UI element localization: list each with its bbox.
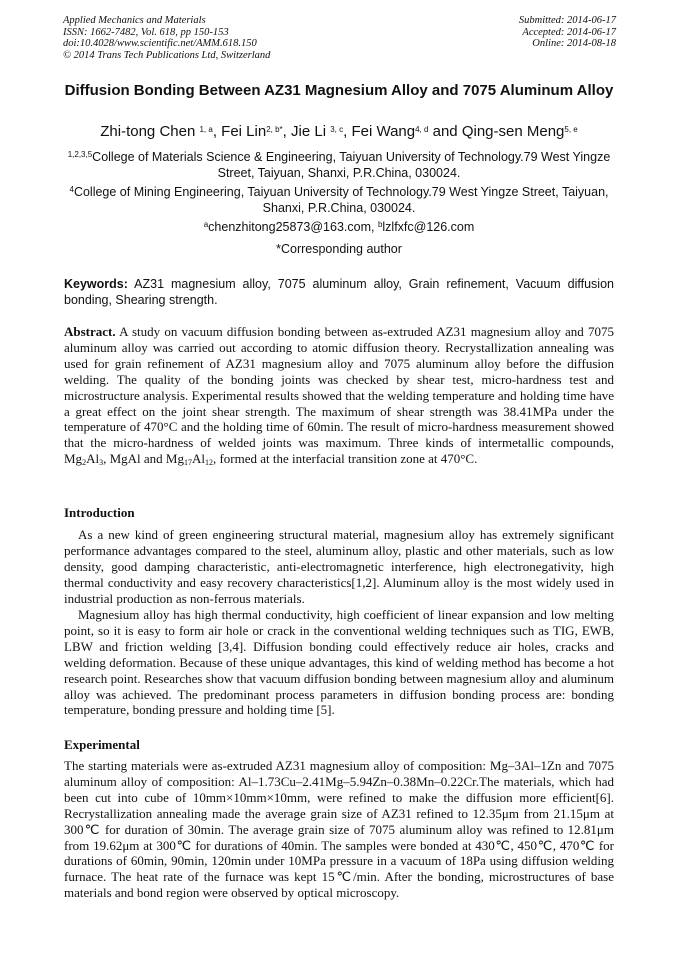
- email-link[interactable]: chenzhitong25873@163.com: [208, 220, 371, 234]
- issn: ISSN: 1662-7482, Vol. 618, pp 150-153: [63, 26, 229, 38]
- author-marker: 3, c: [330, 125, 344, 134]
- abstract-text: , formed at the interfacial transition zone at 470°C.: [212, 451, 478, 467]
- author-marker: 5, e: [564, 125, 578, 134]
- author-marker: 4, d: [415, 125, 429, 134]
- formula-part: Mg: [64, 451, 83, 467]
- formula-part: Al: [86, 451, 100, 467]
- affiliation-marker: 1,2,3,5: [67, 150, 93, 159]
- author-name: Zhi-tong Chen: [100, 123, 196, 140]
- keywords-text: AZ31 magnesium alloy, 7075 aluminum alloy, Grain refinement, Vacuum diffusion bonding, Shearing strength.: [64, 277, 614, 307]
- author-separator: ,: [212, 123, 222, 140]
- abstract-label: Abstract.: [64, 324, 116, 339]
- author-name: Fei Wang: [351, 123, 416, 140]
- author-separator: ,: [343, 123, 352, 140]
- introduction-heading: Introduction: [64, 505, 135, 520]
- doi: doi:10.4028/www.scientific.net/AMM.618.150: [63, 38, 257, 49]
- affiliation-1: [60, 149, 618, 181]
- submitted-date: Submitted: 2014-06-17: [518, 15, 616, 26]
- abstract-text: , MgAl and: [103, 451, 166, 467]
- formula-subscript: 3: [99, 458, 104, 468]
- formula-subscript: 17: [183, 458, 192, 468]
- author-emails: [60, 219, 618, 235]
- introduction-paragraph-2: Magnesium alloy has high thermal conductivity, high coefficient of linear expansion and low melting point, so it is easy to form air hole or crack in the conventional welding techniques such as TIG, EWB, LBW and friction welding [3,4]. Diffusion bonding could effectively reduce air holes, cracks and welding deformation. Because of these unique advantages, this kind of welding method has become a hot research point. Researches show that vacuum diffusion bonding between magnesium alloy and aluminum alloy was achieved. The predominant process parameters in diffusion bonding process are: bonding temperature, bonding pressure and holding time [5].: [64, 607, 614, 718]
- author-name: Fei Lin: [221, 123, 267, 140]
- keywords-label: Keywords:: [64, 277, 128, 291]
- affiliation-text: College of Mining Engineering, Taiyuan University of Technology.79 West Yingze Street, Taiyuan, Shanxi, P.R.China, 030024.: [73, 185, 609, 215]
- experimental-heading: Experimental: [64, 737, 140, 752]
- author-marker: 1, a: [199, 125, 213, 134]
- affiliation-text: College of Materials Science & Engineering, Taiyuan University of Technology.79 West Yingze Street, Taiyuan, Shanxi, P.R.China, 030024.: [92, 150, 611, 180]
- keywords: [64, 276, 614, 308]
- author-name: Qing-sen Meng: [461, 123, 565, 140]
- author-separator: and: [428, 123, 462, 140]
- journal-info: [63, 15, 270, 61]
- publication-dates: [519, 15, 616, 50]
- abstract: [64, 324, 614, 469]
- formula-subscript: 12: [204, 458, 213, 468]
- author-marker: 2, b*: [266, 125, 283, 134]
- accepted-date: Accepted: 2014-06-17: [522, 26, 616, 38]
- paper-title: Diffusion Bonding Between AZ31 Magnesium Alloy and 7075 Aluminum Alloy: [64, 82, 614, 99]
- author-separator: ,: [282, 123, 292, 140]
- copyright: © 2014 Trans Tech Publications Ltd, Switzerland: [63, 49, 271, 61]
- online-date: Online: 2014-08-18: [532, 38, 616, 49]
- formula-part: Al: [191, 451, 205, 467]
- author-list: [40, 122, 638, 142]
- formula-subscript: 2: [82, 458, 87, 468]
- author-name: Jie Li: [291, 123, 327, 140]
- email-marker: a: [203, 220, 209, 229]
- affiliation-marker: 4: [69, 185, 74, 194]
- journal-name: Applied Mechanics and Materials: [63, 15, 206, 26]
- formula-part: Mg: [165, 451, 184, 467]
- email-separator: ,: [370, 220, 378, 234]
- email-marker: b: [377, 220, 383, 229]
- experimental-paragraph-1: The starting materials were as-extruded AZ31 magnesium alloy of composition: Mg–3Al–1Zn and 7075 aluminum alloy of composition: Al–1.73Cu–2.41Mg–5.94Zn–0.38Mn–0.22Cr.The materials, which had been cut into cube of 10mm×10mm×10mm, were refined to make the diffusion more efficient[6]. Recrystallization annealing made the average grain size of AZ31 refined to 12.35μm from 21.15μm at 300℃ for duration of 30min. The average grain size of 7075 aluminum alloy was refined to 12.81μm from 19.62μm at 300℃ for durations of 40min. The samples were bonded at 430℃, 450℃, 470℃ for durations of 60min, 90min, 120min under 10MPa pressure in a vacuum of 18Pa using diffusion welding furnace. The heat rate of the furnace was kept 15℃/min. After the bonding, microstructures of base materials and bond region were observed by optical microscopy.: [64, 758, 614, 901]
- affiliation-2: [60, 184, 618, 216]
- abstract-text: A study on vacuum diffusion bonding between as-extruded AZ31 magnesium alloy and 7075 aluminum alloy was carried out according to atomic diffusion theory. Recrystallization annealing was used for grain refinement of AZ31 magnesium alloy and 7075 aluminum alloy before the diffusion welding. The quality of the bonding joints was checked by shear test, micro-hardness test and microstructure analysis. Experimental results showed that the welding temperature and holding time have a great effect on the joint shear strength. The maximum of shear strength was 38.41MPa under the temperature of 470°C and the holding time of 60min. The result of micro-hardness measurement showed that the micro-hardness of welded joints was maximum. Three kinds of intermetallic compounds,: [64, 324, 614, 451]
- email-link[interactable]: lzlfxfc@126.com: [382, 220, 475, 234]
- introduction-paragraph-1: As a new kind of green engineering structural material, magnesium alloy has extremely significant performance advantages compared to the steel, aluminum alloy, plastic and other materials, such as low density, good damping characteristic, anti-electromagnetic interference, high electronegativity, high thermal conductivity and easy recovery characteristics[1,2]. Aluminum alloy is the most widely used in industrial production as non-ferrous materials.: [64, 527, 614, 606]
- corresponding-author-note: *Corresponding author: [276, 242, 402, 256]
